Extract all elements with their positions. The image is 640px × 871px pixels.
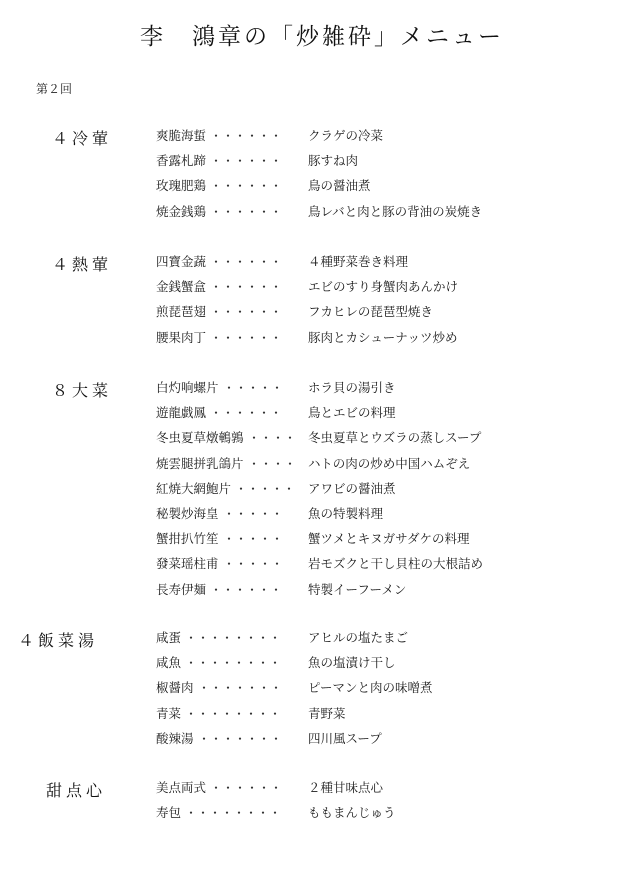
dish-description: クラゲの冷菜: [308, 128, 384, 143]
section-heading: 甜点心: [46, 781, 107, 800]
menu-item: [0, 651, 640, 675]
section-heading: ８大菜: [52, 381, 113, 400]
dish-description: 鳥レバと肉と豚の背油の炭焼き: [308, 203, 483, 219]
dish-description: 岩モズクと干し貝柱の大根詰め: [308, 556, 484, 572]
dish-name: 爽脆海蜇: [156, 128, 207, 143]
dish-description: 四川風スープ: [308, 730, 382, 746]
dot-leader: ・・・・・・: [210, 781, 283, 795]
section-heading: ４冷葷: [52, 129, 113, 148]
dish-description: 魚の塩漬け干し: [308, 655, 396, 671]
dot-leader: ・・・・・・: [210, 305, 283, 320]
menu-item: [0, 326, 640, 350]
dot-leader: ・・・・・・: [210, 582, 283, 597]
menu-item: [0, 552, 640, 576]
dish-description: 青野菜: [308, 705, 346, 721]
dish-description: 鳥とエビの料理: [308, 405, 396, 421]
dish-description: エビのすり身蟹肉あんかけ: [308, 279, 459, 295]
dot-leader: ・・・・・・・・: [185, 656, 282, 671]
menu-item: [0, 200, 640, 224]
dot-leader: ・・・・・・・・: [185, 631, 282, 645]
menu-item: [0, 727, 640, 751]
menu-item: [0, 801, 640, 825]
menu-item: [0, 527, 640, 551]
section-heading: ４熱葷: [52, 255, 113, 274]
menu-item: [0, 149, 640, 173]
dish-description: ホラ貝の湯引き: [308, 380, 396, 395]
section-heading: ４飯菜湯: [18, 631, 99, 650]
dish-name: 煎琵琶翅: [156, 304, 207, 320]
dish-name: 酸辣湯: [156, 730, 194, 746]
menu-item: [0, 174, 640, 198]
menu-item: [0, 776, 640, 800]
dot-leader: ・・・・: [248, 456, 297, 471]
dish-name: 長寿伊麺: [156, 581, 207, 597]
dot-leader: ・・・・・・・: [198, 731, 283, 746]
dish-name: 香露札蹄: [156, 153, 207, 169]
dish-description: 鳥の醤油煮: [308, 178, 371, 194]
dish-description: 蟹ツメとキヌガサダケの料理: [308, 531, 470, 547]
dot-leader: ・・・・・: [223, 381, 284, 395]
menu-item: [0, 275, 640, 299]
dish-description: アヒルの塩たまご: [308, 630, 409, 645]
menu-item: [0, 124, 640, 148]
dish-description: ２種甘味点心: [308, 780, 384, 795]
dish-name: 四寶金蔬: [156, 254, 207, 269]
dish-name: 美点両式: [156, 780, 207, 795]
dish-description: 魚の特製料理: [308, 506, 384, 521]
dish-name: 遊龍戯鳳: [156, 405, 207, 421]
dish-description: ４種野菜巻き料理: [308, 254, 409, 269]
dish-name: 咸魚: [156, 655, 182, 671]
dish-description: 豚すね肉: [308, 153, 359, 169]
dish-name: 秘製炒海皇: [156, 506, 219, 521]
dot-leader: ・・・・・・: [210, 129, 283, 143]
menu-item: [0, 502, 640, 526]
menu-item: [0, 300, 640, 324]
menu-item: [0, 578, 640, 602]
menu-item: [0, 626, 640, 650]
menu-item: [0, 452, 640, 476]
dot-leader: ・・・・・・: [210, 406, 283, 421]
dish-description: 冬虫夏草とウズラの蒸しスープ: [308, 430, 482, 446]
menu-item: [0, 401, 640, 425]
dish-description: 豚肉とカシューナッツ炒め: [308, 329, 458, 345]
dot-leader: ・・・・・・: [210, 179, 283, 194]
dish-name: 發菜瑶柱甫: [156, 556, 219, 572]
dish-name: 玫瑰肥鶏: [156, 178, 207, 194]
dish-name: 金銭蟹盒: [156, 279, 207, 295]
dot-leader: ・・・・・: [223, 507, 284, 521]
dish-name: 椒醤肉: [156, 680, 194, 696]
menu-item: [0, 676, 640, 700]
dot-leader: ・・・・・・・・: [185, 706, 282, 721]
dot-leader: ・・・・・: [235, 481, 296, 496]
dish-name: 咸蛋: [156, 630, 182, 645]
menu-item: [0, 477, 640, 501]
page-title: 李 鴻章の「炒雑砕」メニュー: [140, 24, 504, 50]
dish-description: 特製イーフーメン: [308, 581, 407, 597]
dot-leader: ・・・・・: [223, 532, 284, 547]
dish-name: 冬虫夏草燉鵪鶉: [156, 430, 244, 446]
dot-leader: ・・・・・・: [210, 255, 283, 269]
dish-name: 腰果肉丁: [156, 329, 207, 345]
dish-name: 白灼响螺片: [156, 380, 219, 395]
menu-item: [0, 250, 640, 274]
dish-name: 蟹拑扒竹笙: [156, 531, 219, 547]
dish-name: 紅焼大網鮑片: [156, 480, 232, 496]
dish-description: フカヒレの琵琶型焼き: [308, 304, 433, 320]
dot-leader: ・・・・・・: [210, 204, 283, 219]
dish-description: ピーマンと肉の味噌煮: [308, 680, 433, 696]
dot-leader: ・・・・・・: [210, 330, 283, 345]
dot-leader: ・・・・・・・・: [185, 806, 282, 821]
menu-item: [0, 702, 640, 726]
round-label: 第２回: [36, 82, 73, 96]
dish-name: 寿包: [156, 805, 182, 821]
dot-leader: ・・・・・・・: [198, 681, 283, 696]
menu-item: [0, 376, 640, 400]
dot-leader: ・・・・・: [223, 557, 284, 572]
dish-description: ハトの肉の炒め中国ハムぞえ: [308, 455, 471, 471]
menu-item: [0, 426, 640, 450]
dish-name: 青菜: [156, 705, 182, 721]
dish-description: ももまんじゅう: [308, 805, 396, 821]
dot-leader: ・・・・・・: [210, 154, 283, 169]
dish-description: アワビの醤油煮: [308, 480, 396, 496]
dot-leader: ・・・・・・: [210, 280, 283, 295]
dot-leader: ・・・・: [248, 431, 297, 446]
dish-name: 焼金銭鶏: [156, 203, 207, 219]
dish-name: 焼雲腿拼乳鴿片: [156, 455, 244, 471]
